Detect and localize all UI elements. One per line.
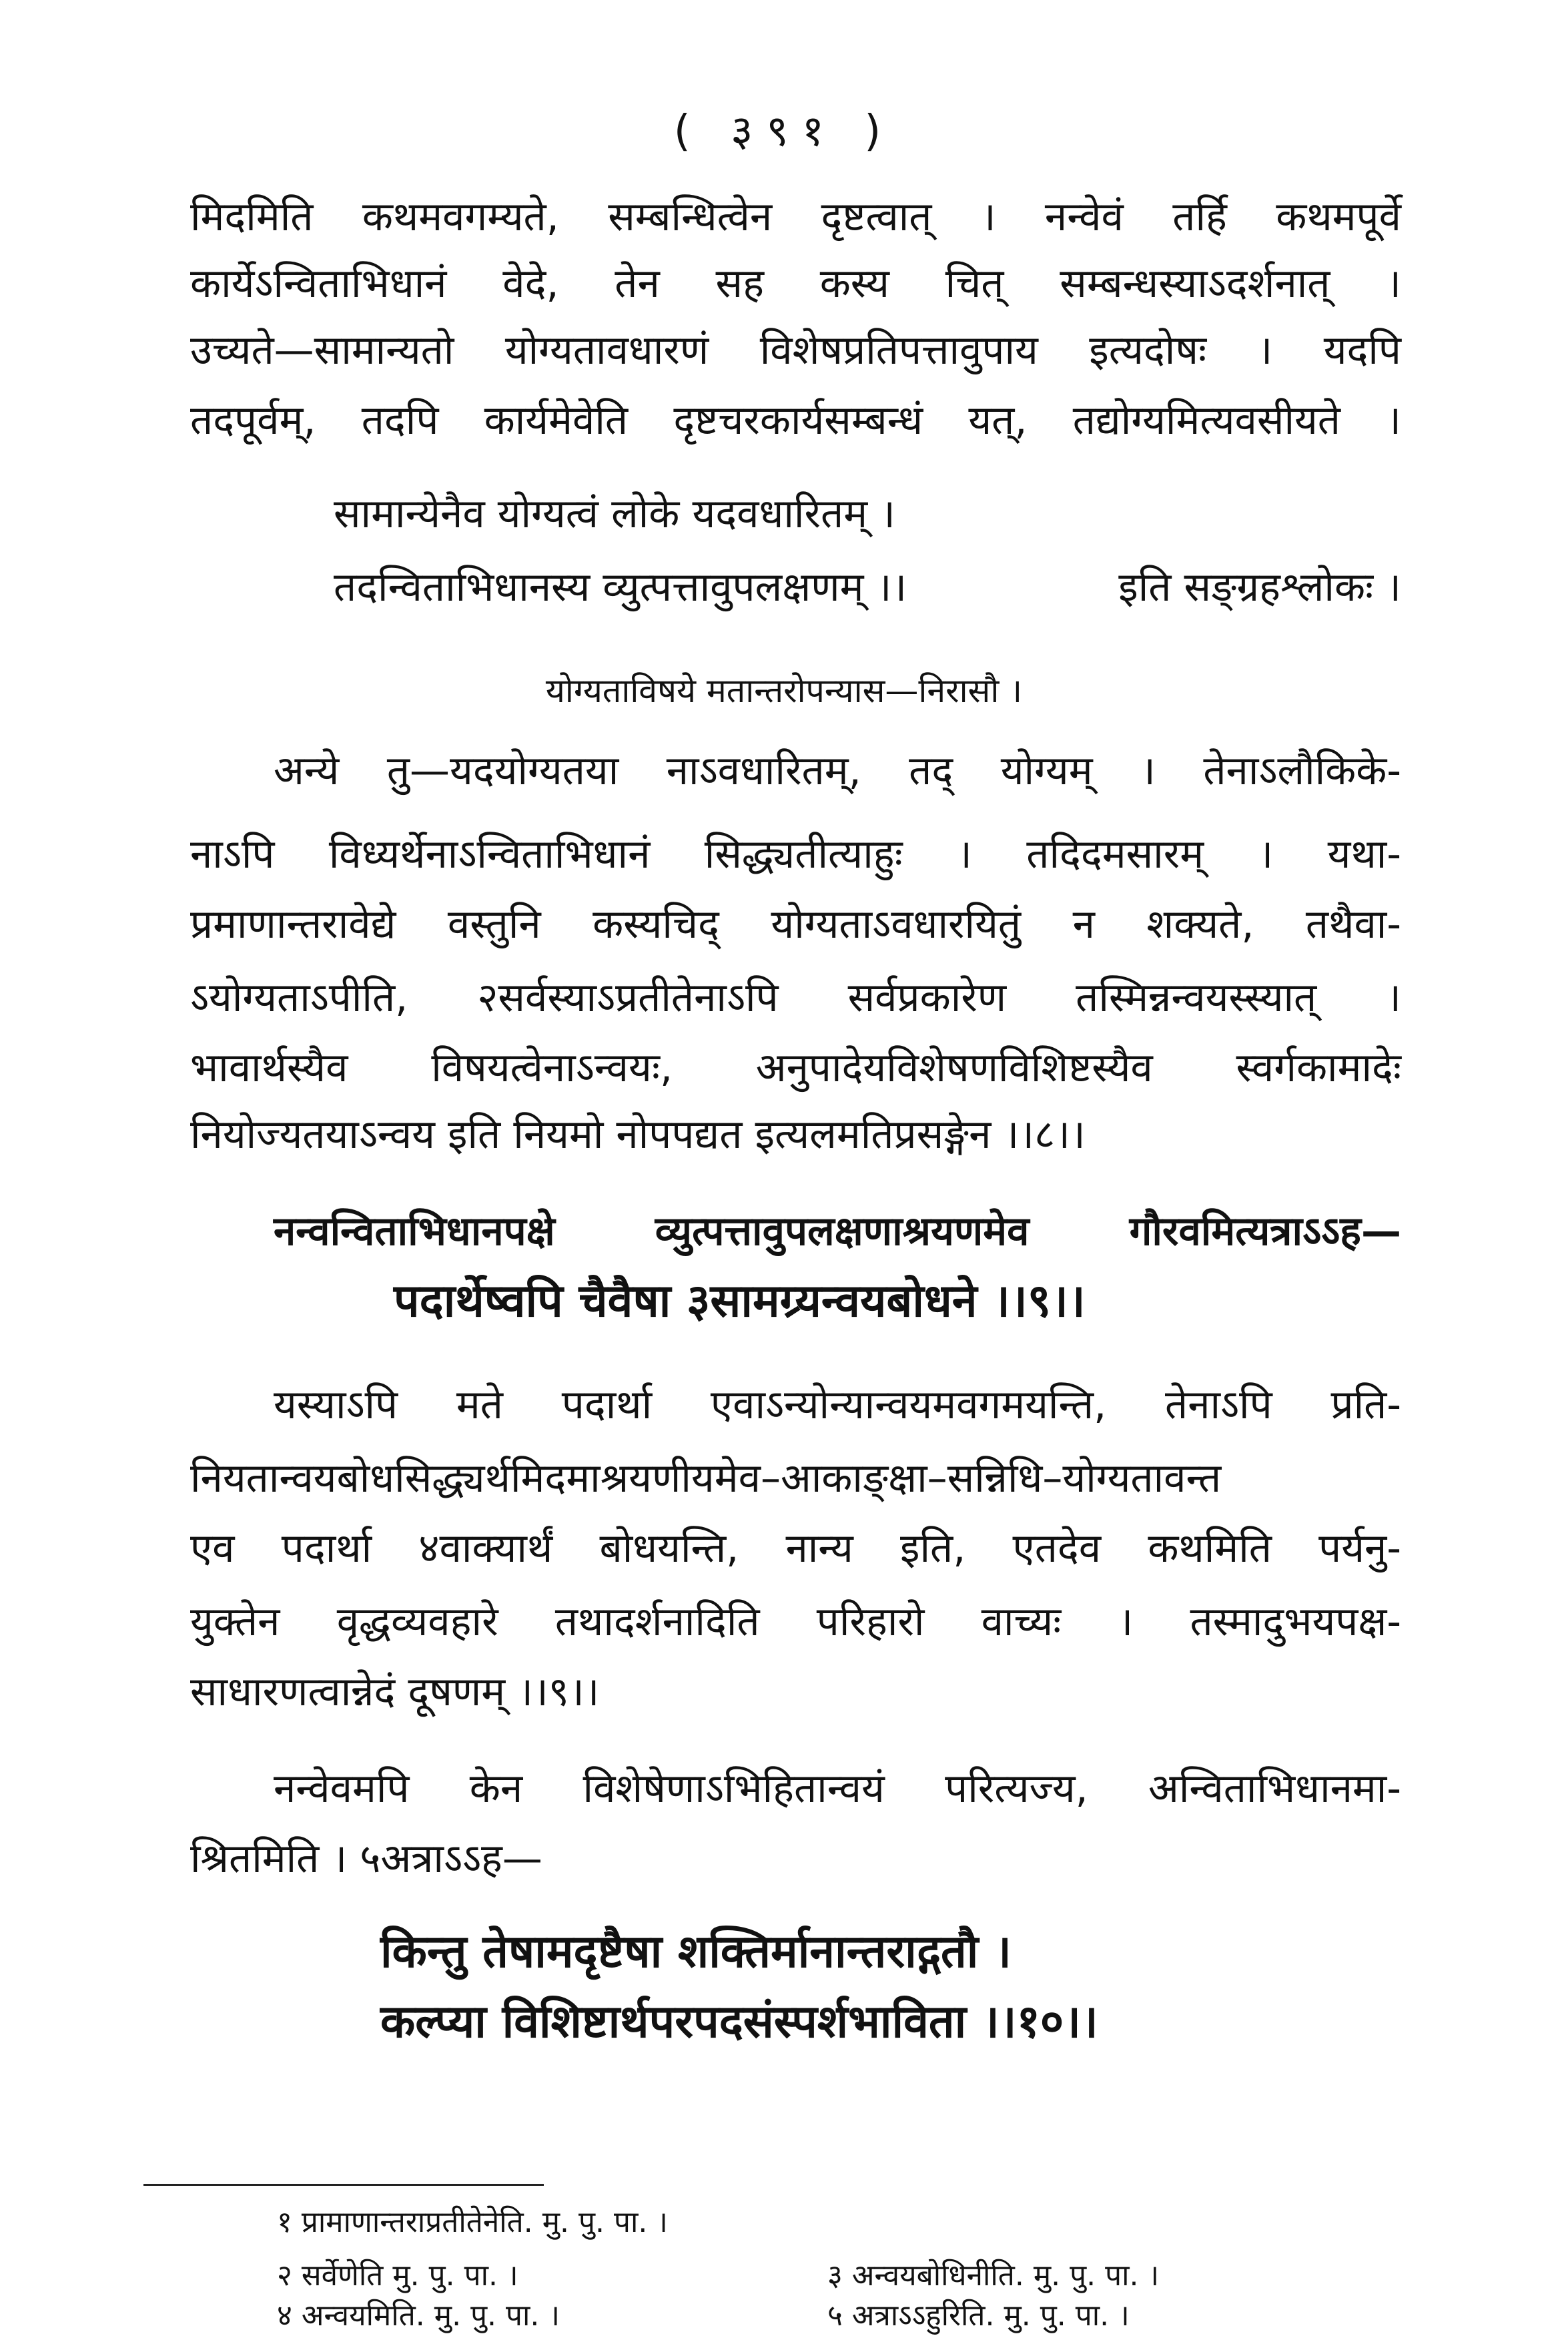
karika-10-line: किन्तु तेषामदृष्टैषा शक्तिर्मानान्तराद्गतौ ।: [380, 1926, 1012, 1978]
text-line: श्रितमिति । ५अत्राऽऽह—: [190, 1835, 542, 1882]
karika-10-line: कल्प्या विशिष्टार्थपरपदसंस्पर्शभाविता ।।१०।।: [380, 1996, 1098, 2048]
text-line: नाऽपि विध्यर्थेनाऽन्विताभिधानं सिद्ध्यतीत्याहुः । तदिदमसारम् । यथा-: [190, 831, 1401, 878]
text-line: मिदमिति कथमवगम्यते, सम्बन्धित्वेन दृष्टत्वात् । नन्वेवं तर्हि कथमपूर्वे: [190, 194, 1401, 240]
text-line: नियतान्वयबोधसिद्ध्यर्थमिदमाश्रयणीयमेव–आकाङ्क्षा–सन्निधि–योग्यतावन्त: [190, 1455, 1222, 1502]
footnote-4: ४ अन्वयमिति. मु. पु. पा. ।: [277, 2299, 560, 2333]
sangraha-label: इति सङ्ग्रहश्लोकः ।: [1118, 564, 1401, 611]
text-line: यस्याऽपि मते पदार्था एवाऽन्योन्यान्वयमवगमयन्ति, तेनाऽपि प्रति-: [274, 1382, 1401, 1428]
text-line: भावार्थस्यैव विषयत्वेनाऽन्वयः, अनुपादेयविशेषणविशिष्टस्यैव स्वर्गकामादेः: [190, 1045, 1401, 1091]
text-line: एव पदार्था ४वाक्यार्थं बोधयन्ति, नान्य इति, एतदेव कथमिति पर्यनु-: [190, 1525, 1401, 1572]
footnote-1: १ प्रामाणान्तराप्रतीतेनेति. मु. पु. पा. ।: [277, 2205, 668, 2239]
text-line: उच्यते—सामान्यतो योग्यतावधारणं विशेषप्रतिपत्तावुपाय इत्यदोषः । यदपि: [190, 327, 1401, 374]
footnote-3: ३ अन्वयबोधिनीति. मु. पु. पा. ।: [827, 2259, 1160, 2293]
text-line: नन्वेवमपि केन विशेषेणाऽभिहितान्वयं परित्यज्य, अन्विताभिधानमा-: [274, 1765, 1401, 1812]
karika-9: पदार्थेष्वपि चैवैषा ३सामग्र्यन्वयबोधने ।।९।।: [394, 1275, 1086, 1328]
footnote-2: २ सर्वेणेति मु. पु. पा. ।: [277, 2259, 518, 2293]
text-line: साधारणत्वान्नेदं दूषणम् ।।९।।: [190, 1669, 600, 1715]
section-heading: योग्यताविषये मतान्तरोपन्यास—निरासौ ।: [545, 671, 1023, 710]
text-line: कार्येऽन्विताभिधानं वेदे, तेन सह कस्य चित् सम्बन्धस्याऽदर्शनात् ।: [190, 260, 1401, 307]
sangraha-verse-line: तदन्विताभिधानस्य व्युत्पत्तावुपलक्षणम् ।।: [334, 564, 907, 611]
text-line: प्रमाणान्तरावेद्ये वस्तुनि कस्यचिद् योग्यताऽवधारयितुं न शक्यते, तथैवा-: [190, 901, 1401, 948]
footnote-divider: [143, 2184, 544, 2186]
text-line: नियोज्यतयाऽन्वय इति नियमो नोपपद्यत इत्यलमतिप्रसङ्गेन ।।८।।: [190, 1111, 1086, 1158]
text-line: ऽयोग्यताऽपीति, २सर्वस्याऽप्रतीतेनाऽपि सर्वप्रकारेण तस्मिन्नन्वयस्स्यात् ।: [190, 974, 1401, 1021]
text-line: तदपूर्वम्, तदपि कार्यमेवेति दृष्टचरकार्यसम्बन्धं यत्, तद्योग्यमित्यवसीयते ।: [190, 397, 1401, 444]
footnote-5: ५ अत्राऽऽहुरिति. मु. पु. पा. ।: [827, 2299, 1130, 2333]
page-number: ( ३९१ ): [673, 107, 895, 156]
text-line: युक्तेन वृद्धव्यवहारे तथादर्शनादिति परिहारो वाच्यः । तस्मादुभयपक्ष-: [190, 1598, 1401, 1645]
intro-line: नन्वन्विताभिधानपक्षे व्युत्पत्तावुपलक्षणाश्रयणमेव गौरवमित्यत्राऽऽह—: [274, 1208, 1401, 1255]
text-line: अन्ये तु—यदयोग्यतया नाऽवधारितम्, तद् योग्यम् । तेनाऽलौकिके-: [274, 748, 1401, 794]
sangraha-verse-line: सामान्येनैव योग्यत्वं लोके यदवधारितम् ।: [334, 491, 895, 537]
